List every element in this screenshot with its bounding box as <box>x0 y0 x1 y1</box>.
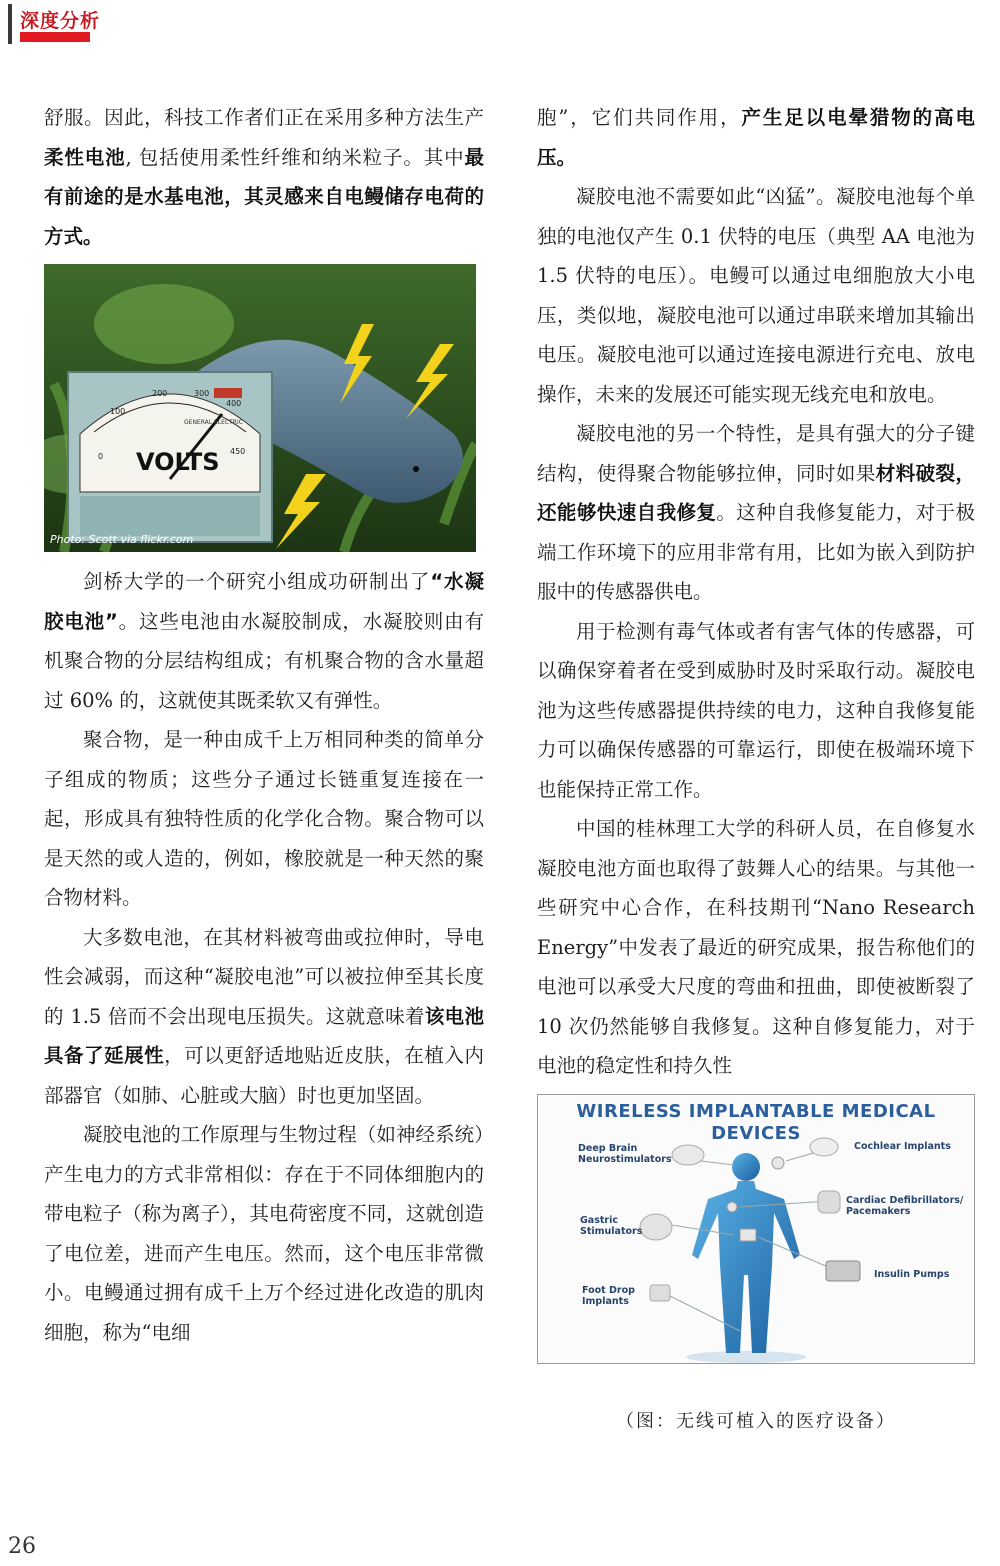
highlight-text: 产生足以电晕猎物的高电压。 <box>537 106 975 169</box>
paragraph: 凝胶电池的工作原理与生物过程（如神经系统）产生电力的方式非常相似：存在于不同体细胞内的带电粒子（称为离子），其电荷密度不同，这就创造了电位差，进而产生电压。然而，这个电压非常微小。电鳗通过拥有成千上万个经过进化改造的肌肉细胞，称为“电细 <box>44 1123 484 1344</box>
header-bar <box>8 4 12 44</box>
figure-caption: （图：无线可植入的医疗设备） <box>616 1411 896 1432</box>
photo-credit: Photo: Scott via flickr.com <box>50 533 194 546</box>
figure-title: WIRELESS IMPLANTABLE MEDICAL DEVICES <box>576 1100 936 1144</box>
highlight-text: 该电池具备了延展性 <box>44 1004 484 1067</box>
device-label-cardiac: Cardiac Defibrillators/ Pacemakers <box>846 1194 964 1217</box>
highlight-text: 材料破裂，还能够快速自我修复 <box>537 461 975 524</box>
meter-tick-label: 300 <box>194 389 210 398</box>
device-label-gastric: Gastric Stimulators <box>580 1214 643 1237</box>
meter-brand: GENERAL ELECTRIC <box>184 419 243 426</box>
paragraph: 聚合物，是一种由成千上万相同种类的简单分子组成的物质；这些分子通过长链重复连接在一起，形成具有独特性质的化学化合物。聚合物可以是天然的或人造的，例如，橡胶就是一种天然的聚合物材料。 <box>44 728 484 909</box>
highlight-text: 柔性电池 <box>44 145 126 169</box>
meter-tick-label: 400 <box>226 399 242 408</box>
right-column <box>537 98 975 1364</box>
device-label-foot-drop: Foot Drop Implants <box>582 1284 635 1307</box>
device-label-cochlear: Cochlear Implants <box>854 1140 951 1152</box>
meter-tick-label: 100 <box>110 407 126 416</box>
highlight-text: 最有前途的是水基电池，其灵感来自电鳗储存电荷的方式。 <box>44 145 484 248</box>
paragraph: 大多数电池，在其材料被弯曲或拉伸时，导电性会减弱，而这种“凝胶电池”可以被拉伸至其长度的 1.5 倍而不会出现电压损失。这就意味着该电池具备了延展性，可以更舒适地贴近皮肤，在植入内部器官（如肺、心脏或大脑）时也更加坚固。 <box>44 925 484 1107</box>
device-label-insulin: Insulin Pumps <box>874 1268 950 1280</box>
paragraph: 凝胶电池的另一个特性，是具有强大的分子键结构，使得聚合物能够拉伸，同时如果材料破裂，还能够快速自我修复。这种自我修复能力，对于极端工作环境下的应用非常有用，比如为嵌入到防护服中的传感器供电。 <box>537 422 975 603</box>
device-label-deep-brain: Deep Brain Neurostimulators <box>578 1142 672 1165</box>
paragraph: 胞”，它们共同作用，产生足以电晕猎物的高电压。 <box>537 106 975 169</box>
medical-devices-figure <box>537 1094 975 1364</box>
meter-tick-label: 0 <box>98 452 104 461</box>
electric-eel-photo <box>44 264 476 552</box>
meter-tick-label: 450 <box>230 447 246 456</box>
paragraph: 凝胶电池不需要如此“凶猛”。凝胶电池每个单独的电池仅产生 0.1 伏特的电压（典型 AA 电池为 1.5 伏特的电压）。电鳗可以通过电细胞放大小电压，类似地，凝胶电池可以通过串联来增加其输出电压。凝胶电池可以通过连接电源进行充电、放电操作，未来的发展还可能实现无线充电和放电。 <box>537 185 975 406</box>
page-number: 26 <box>8 1534 36 1559</box>
meter-unit: VOLTS <box>136 448 220 476</box>
meter-tick-label: 200 <box>152 389 168 398</box>
paragraph: 中国的桂林理工大学的科研人员，在自修复水凝胶电池方面也取得了鼓舞人心的结果。与其他一些研究中心合作，在科技期刊“Nano Research Energy”中发表了最近的研究成果，报告称他们的电池可以承受大尺度的弯曲和扭曲，即使被断裂了 10 次仍然能够自我修复。这种自修复能力，对于电池的稳定性和持久性 <box>537 817 975 1077</box>
highlight-text: “水凝胶电池” <box>44 570 484 633</box>
eel-illustration <box>44 264 476 552</box>
paragraph: 舒服。因此，科技工作者们正在采用多种方法生产柔性电池, 包括使用柔性纤维和纳米粒子。其中最有前途的是水基电池，其灵感来自电鳗储存电荷的方式。 <box>44 106 484 248</box>
left-column <box>44 98 484 1352</box>
paragraph: 剑桥大学的一个研究小组成功研制出了“水凝胶电池”。这些电池由水凝胶制成，水凝胶则由有机聚合物的分层结构组成；有机聚合物的含水量超过 60% 的，这就使其既柔软又有弹性。 <box>44 570 484 712</box>
paragraph: 用于检测有毒气体或者有害气体的传感器，可以确保穿着者在受到威胁时及时采取行动。凝胶电池为这些传感器提供持续的电力，这种自我修复能力可以确保传感器的可靠运行，即使在极端环境下也能保持正常工作。 <box>537 619 975 801</box>
section-underline <box>20 32 90 42</box>
section-title: 深度分析 <box>20 10 101 32</box>
